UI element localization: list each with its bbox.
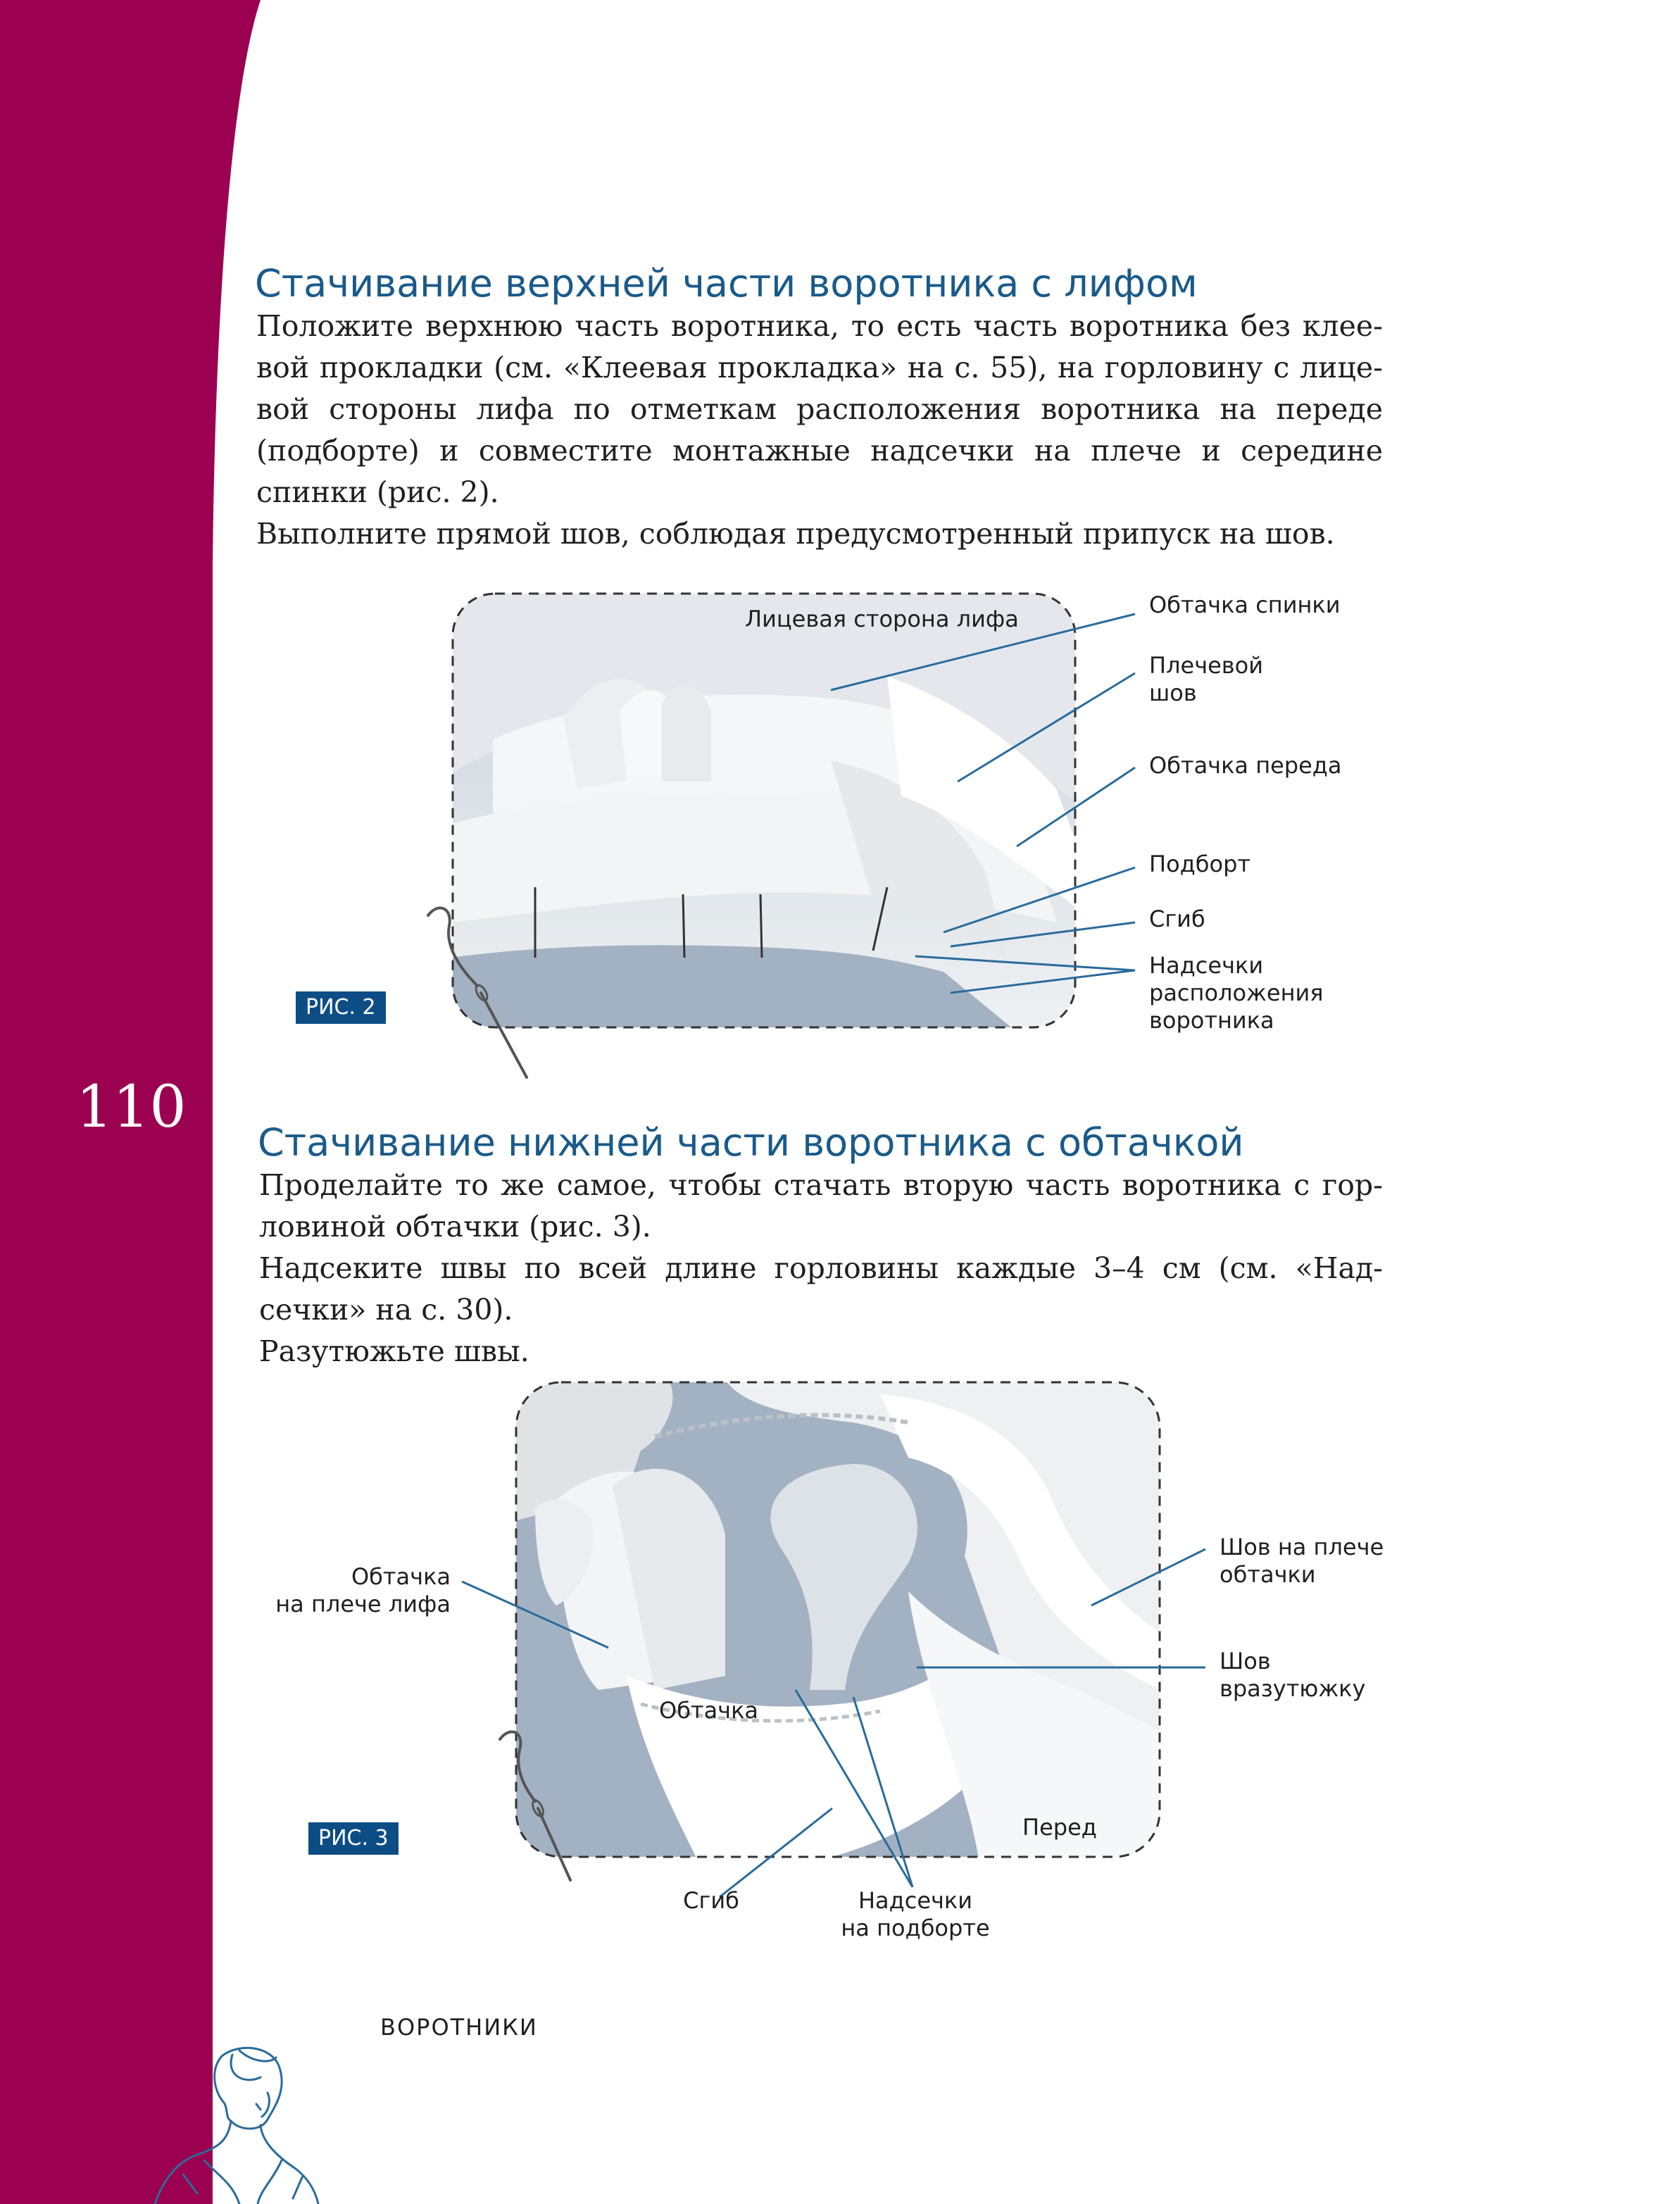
section1-title: Стачивание верхней части воротника с лифом bbox=[255, 261, 1198, 306]
callout-front-inside: Перед bbox=[1022, 1814, 1097, 1841]
callout-facing-inside: Обтачка bbox=[659, 1697, 759, 1724]
section1-paragraph-2: Выполните прямой шов, соблюдая предусмотренный припуск на шов. bbox=[256, 517, 1335, 551]
figure2-inside-label: Лицевая сторона лифа bbox=[745, 606, 1019, 632]
section1-paragraph-1: Положите верхнюю часть воротника, то есть часть воротника без клеевой прокладки (см. «Клеевая прокладка» на с. 55), на горловину с лицевой стороны лифа по отметкам расположения воротника на переде (подборте) и совместите монтажные надсечки на плече и середине спинки (рис. 2). bbox=[256, 309, 1383, 509]
section2-paragraph-3: Разутюжьте швы. bbox=[259, 1334, 529, 1368]
callout-facing-shoulder-seam: Шов на плече обтачки bbox=[1220, 1534, 1384, 1588]
callout-front-facing: Обтачка переда bbox=[1149, 752, 1342, 779]
callout-bodice-shoulder-facing: Обтачка на плече лифа bbox=[275, 1563, 451, 1617]
figure3-label: РИС. 3 bbox=[308, 1822, 399, 1855]
callout-notches: Надсечки расположения воротника bbox=[1149, 952, 1324, 1034]
section2-title: Стачивание нижней части воротника с обтачкой bbox=[258, 1120, 1244, 1165]
callout-placket: Подборт bbox=[1149, 851, 1251, 877]
callout-placket-notches: Надсечки на подборте bbox=[841, 1887, 990, 1941]
callout-shoulder-seam: Плечевой шов bbox=[1149, 652, 1264, 706]
page-number: 110 bbox=[76, 1074, 187, 1141]
figure2-label: РИС. 2 bbox=[296, 991, 386, 1024]
callout-pressed-open-seam: Шов вразутюжку bbox=[1220, 1648, 1366, 1702]
callout-fold: Сгиб bbox=[1149, 906, 1205, 932]
section2-paragraph-2: Надсеките швы по всей длине горловины каждые 3–4 см (см. «Надсечки» на с. 30). bbox=[259, 1251, 1383, 1327]
callout-back-facing: Обтачка спинки bbox=[1149, 591, 1341, 618]
callout-fold-3: Сгиб bbox=[683, 1887, 739, 1914]
chapter-footer: ВОРОТНИКИ bbox=[380, 2014, 538, 2041]
section2-paragraph-1: Проделайте то же самое, чтобы стачать вторую часть воротника с горловиной обтачки (рис. 3). bbox=[259, 1168, 1383, 1244]
